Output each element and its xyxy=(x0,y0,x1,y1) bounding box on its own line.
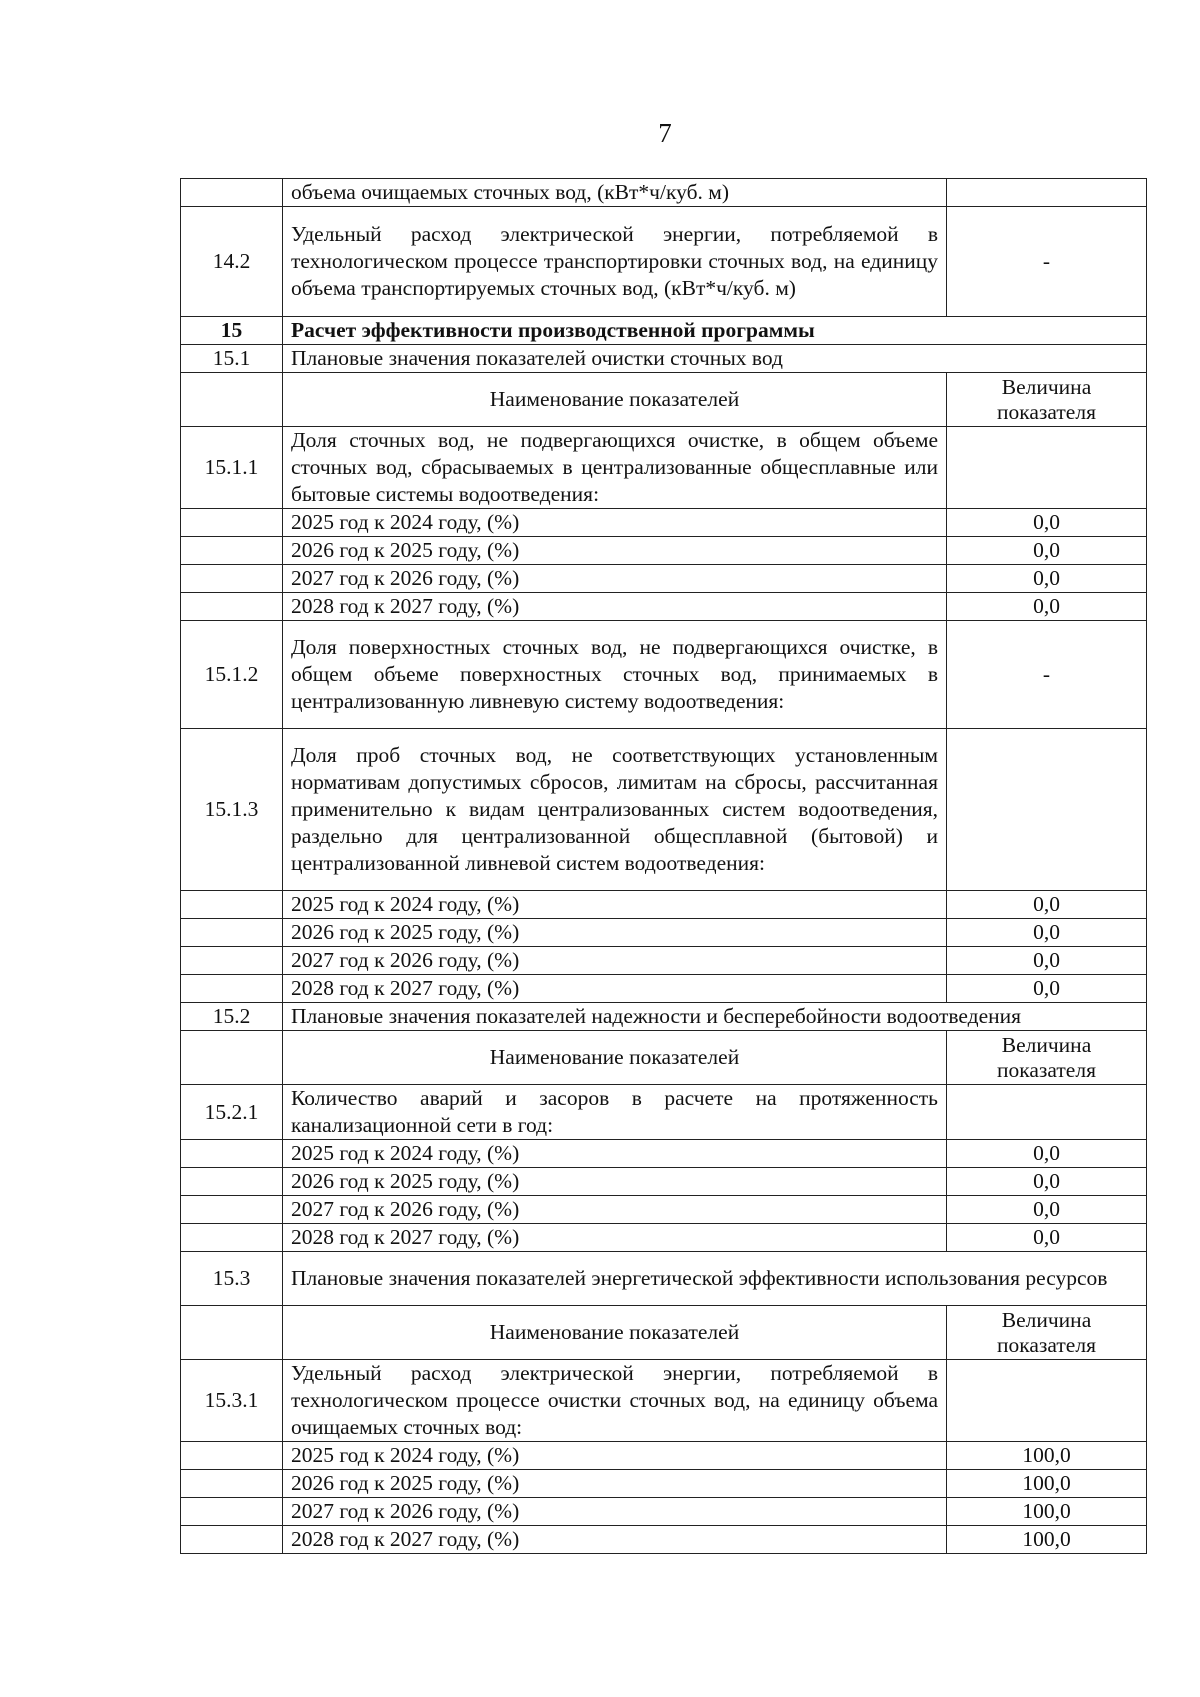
indicator-value: 100,0 xyxy=(947,1526,1147,1554)
row-number xyxy=(181,1224,283,1252)
year-label: 2026 год к 2025 году, (%) xyxy=(283,537,947,565)
indicator-description: Доля сточных вод, не подвергающихся очистке, в общем объеме сточных вод, сбрасываемых в централизованные общесплавные или бытовые системы водоотведения: xyxy=(283,427,947,509)
table-row xyxy=(181,1168,1147,1196)
table-row xyxy=(181,565,1147,593)
subsection-title: Плановые значения показателей надежности и бесперебойности водоотведения xyxy=(283,1003,1147,1031)
indicator-description: Удельный расход электрической энергии, потребляемой в технологическом процессе транспортировки сточных вод, на единицу объема транспортируемых сточных вод, (кВт*ч/куб. м) xyxy=(283,207,947,317)
indicator-value: 0,0 xyxy=(947,947,1147,975)
row-number xyxy=(181,509,283,537)
year-label: 2027 год к 2026 году, (%) xyxy=(283,947,947,975)
table-row xyxy=(181,1470,1147,1498)
table-row xyxy=(181,1360,1147,1442)
row-number xyxy=(181,1031,283,1085)
year-label: 2028 год к 2027 году, (%) xyxy=(283,1526,947,1554)
row-number xyxy=(181,1470,283,1498)
indicator-value xyxy=(947,1360,1147,1442)
table-row xyxy=(181,1498,1147,1526)
row-number: 15.3 xyxy=(181,1252,283,1306)
indicator-value: 0,0 xyxy=(947,593,1147,621)
table-row xyxy=(181,891,1147,919)
table-row xyxy=(181,373,1147,427)
table-row xyxy=(181,947,1147,975)
column-header-name: Наименование показателей xyxy=(283,1031,947,1085)
table-row xyxy=(181,317,1147,345)
row-number: 14.2 xyxy=(181,207,283,317)
row-number: 15.2 xyxy=(181,1003,283,1031)
column-header-name: Наименование показателей xyxy=(283,373,947,427)
year-label: 2025 год к 2024 году, (%) xyxy=(283,1442,947,1470)
year-label: 2025 год к 2024 году, (%) xyxy=(283,509,947,537)
table-row xyxy=(181,537,1147,565)
row-number xyxy=(181,1526,283,1554)
indicator-description: объема очищаемых сточных вод, (кВт*ч/куб. м) xyxy=(283,179,947,207)
table-row xyxy=(181,919,1147,947)
year-label: 2026 год к 2025 году, (%) xyxy=(283,919,947,947)
row-number xyxy=(181,1498,283,1526)
year-label: 2026 год к 2025 году, (%) xyxy=(283,1168,947,1196)
table-row xyxy=(181,1031,1147,1085)
year-label: 2027 год к 2026 году, (%) xyxy=(283,1498,947,1526)
row-number xyxy=(181,1306,283,1360)
row-number xyxy=(181,373,283,427)
indicator-value: 0,0 xyxy=(947,1168,1147,1196)
indicator-value xyxy=(947,729,1147,891)
row-number: 15.1.2 xyxy=(181,621,283,729)
indicator-value: 0,0 xyxy=(947,891,1147,919)
program-indicators-table xyxy=(180,178,1147,1554)
row-number xyxy=(181,537,283,565)
indicator-value xyxy=(947,179,1147,207)
indicator-value: 0,0 xyxy=(947,509,1147,537)
indicator-value: 0,0 xyxy=(947,919,1147,947)
table-row xyxy=(181,729,1147,891)
row-number: 15.2.1 xyxy=(181,1085,283,1140)
row-number: 15 xyxy=(181,317,283,345)
row-number xyxy=(181,1168,283,1196)
indicator-value: - xyxy=(947,207,1147,317)
column-header-name: Наименование показателей xyxy=(283,1306,947,1360)
row-number xyxy=(181,1140,283,1168)
year-label: 2025 год к 2024 году, (%) xyxy=(283,891,947,919)
table-row xyxy=(181,509,1147,537)
table-row xyxy=(181,1085,1147,1140)
row-number xyxy=(181,975,283,1003)
year-label: 2027 год к 2026 году, (%) xyxy=(283,1196,947,1224)
row-number xyxy=(181,1196,283,1224)
table-row xyxy=(181,1140,1147,1168)
table-row xyxy=(181,179,1147,207)
section-title: Расчет эффективности производственной программы xyxy=(283,317,1147,345)
row-number xyxy=(181,947,283,975)
row-number: 15.1.1 xyxy=(181,427,283,509)
indicator-value: 100,0 xyxy=(947,1470,1147,1498)
column-header-value: Величина показателя xyxy=(947,1306,1147,1360)
table-row xyxy=(181,1224,1147,1252)
table-row xyxy=(181,427,1147,509)
indicator-value: 0,0 xyxy=(947,1196,1147,1224)
indicator-value: 100,0 xyxy=(947,1498,1147,1526)
indicator-value xyxy=(947,1085,1147,1140)
column-header-value: Величина показателя xyxy=(947,373,1147,427)
indicator-value: 0,0 xyxy=(947,537,1147,565)
table-row xyxy=(181,207,1147,317)
page-number: 7 xyxy=(658,118,672,148)
year-label: 2028 год к 2027 году, (%) xyxy=(283,975,947,1003)
table-row xyxy=(181,1196,1147,1224)
year-label: 2028 год к 2027 году, (%) xyxy=(283,1224,947,1252)
row-number xyxy=(181,179,283,207)
row-number xyxy=(181,593,283,621)
indicator-value: 100,0 xyxy=(947,1442,1147,1470)
row-number xyxy=(181,565,283,593)
indicator-value: - xyxy=(947,621,1147,729)
indicator-value: 0,0 xyxy=(947,1140,1147,1168)
indicator-description: Количество аварий и засоров в расчете на протяженность канализационной сети в год: xyxy=(283,1085,947,1140)
subsection-title: Плановые значения показателей энергетической эффективности использования ресурсов xyxy=(283,1252,1147,1306)
indicator-value: 0,0 xyxy=(947,1224,1147,1252)
table-row xyxy=(181,1526,1147,1554)
year-label: 2028 год к 2027 году, (%) xyxy=(283,593,947,621)
table-row xyxy=(181,345,1147,373)
table-row xyxy=(181,975,1147,1003)
table-row xyxy=(181,1442,1147,1470)
indicator-description: Доля проб сточных вод, не соответствующих установленным нормативам допустимых сбросов, лимитам на сбросы, рассчитанная применительно к видам централизованных систем водоотведения, раздельно для централизованной общесплавной (бытовой) и централизованной ливневой систем водоотведения: xyxy=(283,729,947,891)
table-row xyxy=(181,621,1147,729)
indicator-description: Удельный расход электрической энергии, потребляемой в технологическом процессе очистки сточных вод, на единицу объема очищаемых сточных вод: xyxy=(283,1360,947,1442)
indicator-value xyxy=(947,427,1147,509)
table-row xyxy=(181,1252,1147,1306)
table-row xyxy=(181,593,1147,621)
row-number: 15.1.3 xyxy=(181,729,283,891)
row-number xyxy=(181,891,283,919)
column-header-value: Величина показателя xyxy=(947,1031,1147,1085)
table-row xyxy=(181,1306,1147,1360)
year-label: 2027 год к 2026 году, (%) xyxy=(283,565,947,593)
year-label: 2025 год к 2024 году, (%) xyxy=(283,1140,947,1168)
indicator-value: 0,0 xyxy=(947,975,1147,1003)
row-number: 15.1 xyxy=(181,345,283,373)
table-row xyxy=(181,1003,1147,1031)
row-number xyxy=(181,919,283,947)
indicator-value: 0,0 xyxy=(947,565,1147,593)
row-number xyxy=(181,1442,283,1470)
indicator-description: Доля поверхностных сточных вод, не подвергающихся очистке, в общем объеме поверхностных сточных вод, принимаемых в централизованную ливневую систему водоотведения: xyxy=(283,621,947,729)
year-label: 2026 год к 2025 году, (%) xyxy=(283,1470,947,1498)
row-number: 15.3.1 xyxy=(181,1360,283,1442)
subsection-title: Плановые значения показателей очистки сточных вод xyxy=(283,345,1147,373)
